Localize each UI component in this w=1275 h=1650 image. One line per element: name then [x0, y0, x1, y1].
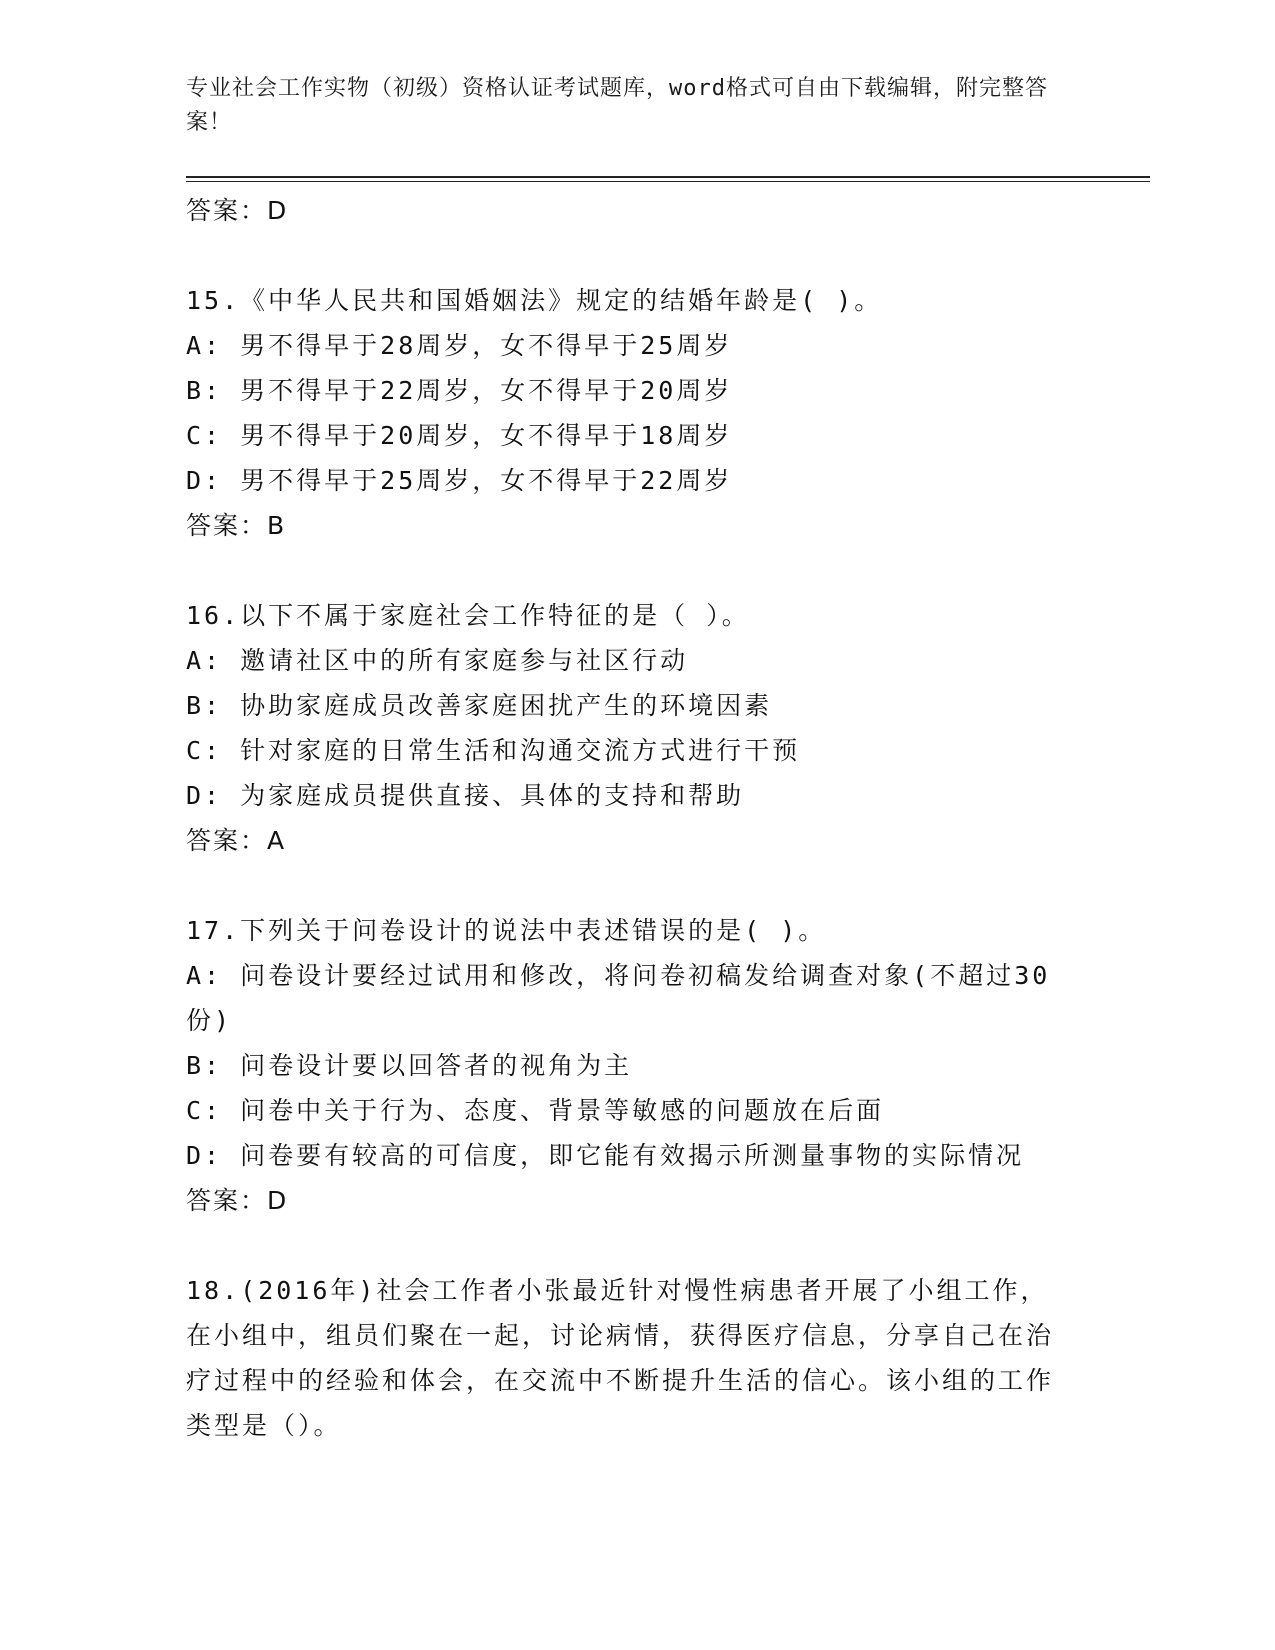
header-rule-thin	[186, 181, 1150, 182]
question-15	[186, 278, 1086, 548]
spacer	[186, 233, 1086, 278]
spacer	[186, 1223, 1086, 1268]
option-d: D: 为家庭成员提供直接、具体的支持和帮助	[186, 781, 745, 810]
answer: 答案：D	[186, 1186, 289, 1215]
option-c: C: 男不得早于20周岁，女不得早于18周岁	[186, 421, 733, 450]
option-b: B: 男不得早于22周岁，女不得早于20周岁	[186, 376, 733, 405]
question-list	[186, 188, 1086, 1448]
option-c: C: 问卷中关于行为、态度、背景等敏感的问题放在后面	[186, 1096, 885, 1125]
header-rule-thick	[186, 176, 1150, 178]
option-a: A: 男不得早于28周岁，女不得早于25周岁	[186, 331, 733, 360]
answer: 答案：B	[186, 511, 287, 540]
answer: 答案：A	[186, 826, 287, 855]
question-17	[186, 908, 1086, 1223]
answer-14: 答案：D	[186, 196, 289, 225]
document-header	[186, 72, 1066, 140]
question-16	[186, 593, 1086, 863]
option-d: D: 男不得早于25周岁，女不得早于22周岁	[186, 466, 733, 495]
option-a: A: 问卷设计要经过试用和修改，将问卷初稿发给调查对象(不超过30份)	[186, 961, 1051, 1035]
option-c: C: 针对家庭的日常生活和沟通交流方式进行干预	[186, 736, 801, 765]
option-a: A: 邀请社区中的所有家庭参与社区行动	[186, 646, 689, 675]
question-18	[186, 1268, 1086, 1448]
question-stem: 17.下列关于问卷设计的说法中表述错误的是( )。	[186, 916, 827, 945]
option-b: B: 协助家庭成员改善家庭困扰产生的环境因素	[186, 691, 773, 720]
question-stem: 15.《中华人民共和国婚姻法》规定的结婚年龄是( )。	[186, 286, 883, 315]
question-stem: 16.以下不属于家庭社会工作特征的是（ ）。	[186, 601, 750, 630]
spacer	[186, 548, 1086, 593]
header-text: 专业社会工作实物（初级）资格认证考试题库，word格式可自由下载编辑，附完整答案！	[186, 76, 1048, 135]
question-stem: 18.(2016年)社会工作者小张最近针对慢性病患者开展了小组工作，在小组中，组员们聚在一起，讨论病情，获得医疗信息，分享自己在治疗过程中的经验和体会，在交流中不断提升生活的信心。该小组的工作类型是（）。	[186, 1276, 1055, 1440]
option-b: B: 问卷设计要以回答者的视角为主	[186, 1051, 633, 1080]
spacer	[186, 863, 1086, 908]
option-d: D: 问卷要有较高的可信度，即它能有效揭示所测量事物的实际情况	[186, 1141, 1025, 1170]
